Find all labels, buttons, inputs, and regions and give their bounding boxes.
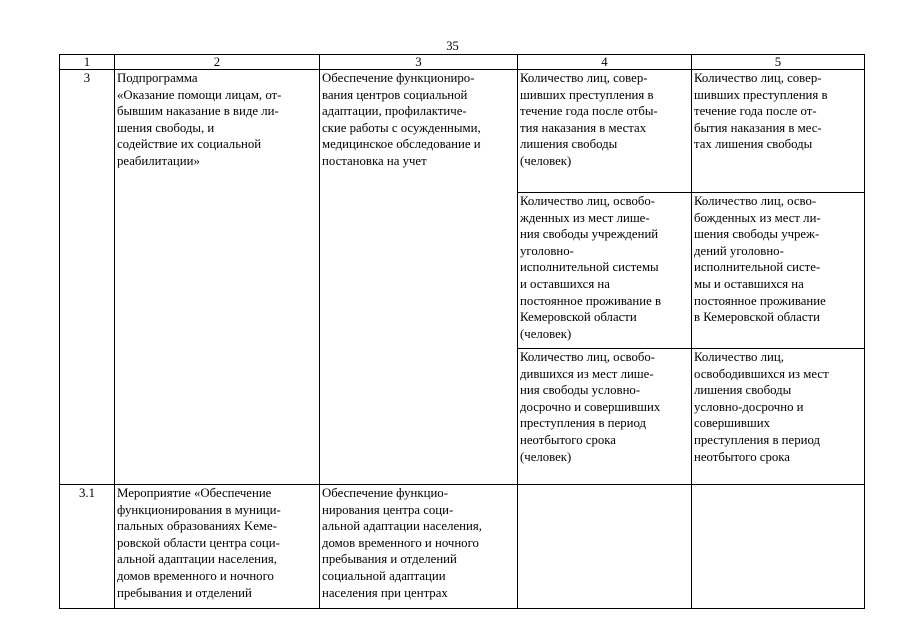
cell-text-line: условно-досрочно и <box>694 399 804 414</box>
cell-text-line: Количество лиц, совер- <box>694 71 822 85</box>
empty-indicator-value-cell <box>692 485 865 609</box>
cell-text-line: пальных образованиях Keме- <box>117 519 277 534</box>
cell-text-line: тах лишения свободы <box>694 137 813 152</box>
cell-text-line: исполнительной систе- <box>694 260 821 275</box>
row-number-cell: 3 <box>60 70 115 485</box>
header-cell-4: 4 <box>518 55 692 70</box>
cell-text-line: Количество лиц, освобо- <box>520 194 656 208</box>
cell-text-line: Количество лиц, совер- <box>520 71 648 85</box>
cell-text-line: бывшим наказание в виде ли- <box>117 104 279 119</box>
empty-indicator-cell <box>518 485 692 609</box>
cell-text-line: исполнительной системы <box>520 260 659 275</box>
indicator-cell <box>518 349 692 485</box>
cell-text-line: ровской области центра соци- <box>117 535 280 550</box>
cell-text-line: Кемеровской области <box>520 310 637 325</box>
table-row <box>60 485 865 609</box>
cell-text-line: и оставшихся на <box>520 276 610 291</box>
cell-text-line: (человек) <box>520 326 572 341</box>
table-row <box>60 70 865 193</box>
cell-text-line: жденных из мест лише- <box>520 210 650 225</box>
cell-text-line: нирования центра соци- <box>322 502 454 517</box>
cell-text-line: домов временного и ночного <box>322 535 479 550</box>
cell-text-line: альной адаптации населения, <box>322 519 482 534</box>
cell-text-line: течение года после отбы- <box>520 104 658 119</box>
cell-text-line: неотбытого срока <box>694 449 790 464</box>
cell-text-line: пребывания и отделений <box>117 585 252 600</box>
cell-text-line: совершивших <box>694 416 770 431</box>
cell-text-line: дившихся из мест лише- <box>520 366 654 381</box>
cell-text-line: постоянное проживание в <box>520 293 662 308</box>
cell-text-line: освободившихся из мест <box>694 366 829 381</box>
cell-text-line: адаптации, профилактиче- <box>322 104 467 119</box>
cell-text-line: постановка на учет <box>322 153 427 168</box>
cell-text-line: (человек) <box>520 153 572 168</box>
cell-text-line: постоянное проживание <box>694 293 826 308</box>
cell-text-line: мы и оставшихся на <box>694 276 804 291</box>
cell-text-line: Обеспечение функциониро- <box>322 71 475 85</box>
header-cell-2: 2 <box>115 55 320 70</box>
cell-text-line: божденных из мест ли- <box>694 210 821 225</box>
cell-text-line: реабилитации» <box>117 153 200 168</box>
cell-text-line: Обеспечение функцио- <box>322 486 448 500</box>
program-table <box>59 54 865 609</box>
cell-text-line: шивших преступления в <box>520 87 654 102</box>
cell-text-line: домов временного и ночного <box>117 568 274 583</box>
cell-text-line: ские работы с осужденными, <box>322 120 481 135</box>
subprogram-activity-cell <box>320 70 518 485</box>
cell-text-line: досрочно и совершивших <box>520 399 661 414</box>
indicator-cell <box>518 193 692 349</box>
cell-text-line: тия наказания в местах <box>520 120 647 135</box>
indicator-value-cell <box>692 70 865 193</box>
indicator-value-cell <box>692 349 865 485</box>
header-cell-3: 3 <box>320 55 518 70</box>
activity-description-cell <box>320 485 518 609</box>
cell-text-line: дений уголовно- <box>694 243 784 258</box>
cell-text-line: альной адаптации населения, <box>117 552 277 567</box>
cell-text-line: вания центров социальной <box>322 87 468 102</box>
cell-text-line: (человек) <box>520 449 572 464</box>
cell-text-line: ния свободы условно- <box>520 383 641 398</box>
cell-text-line: «Оказание помощи лицам, от- <box>117 87 282 102</box>
cell-text-line: Количество лиц, <box>694 350 784 364</box>
cell-text-line: пребывания и отделений <box>322 552 457 567</box>
cell-text-line: течение года после от- <box>694 104 817 119</box>
cell-text-line: уголовно- <box>520 243 574 258</box>
page-number: 35 <box>446 39 459 53</box>
cell-text-line: лишения свободы <box>694 383 792 398</box>
indicator-value-cell <box>692 193 865 349</box>
header-row <box>60 55 865 70</box>
cell-text-line: шения свободы, и <box>117 120 215 135</box>
cell-text-line: неотбытого срока <box>520 432 616 447</box>
header-cell-1: 1 <box>60 55 115 70</box>
cell-text-line: лишения свободы <box>520 137 618 152</box>
row-number-cell: 3.1 <box>60 485 115 609</box>
cell-text-line: в Кемеровской области <box>694 310 820 325</box>
cell-text-line: содействие их социальной <box>117 137 262 152</box>
cell-text-line: социальной адаптации <box>322 568 446 583</box>
cell-text-line: Количество лиц, осво- <box>694 194 817 208</box>
cell-text-line: ния свободы учреждений <box>520 227 659 242</box>
cell-text-line: шения свободы учреж- <box>694 227 820 242</box>
cell-text-line: населения при центрах <box>322 585 448 600</box>
activity-name-cell <box>115 485 320 609</box>
header-cell-5: 5 <box>692 55 865 70</box>
cell-text-line: медицинское обследование и <box>322 137 481 152</box>
cell-text-line: Подпрограмма <box>117 71 198 85</box>
cell-text-line: бытия наказания в мес- <box>694 120 822 135</box>
cell-text-line: функционирования в муници- <box>117 502 281 517</box>
subprogram-name-cell <box>115 70 320 485</box>
cell-text-line: Мероприятие «Обеспечение <box>117 486 272 500</box>
cell-text-line: преступления в период <box>694 432 821 447</box>
cell-text-line: Количество лиц, освобо- <box>520 350 656 364</box>
indicator-cell <box>518 70 692 193</box>
cell-text-line: шивших преступления в <box>694 87 828 102</box>
cell-text-line: преступления в период <box>520 416 647 431</box>
